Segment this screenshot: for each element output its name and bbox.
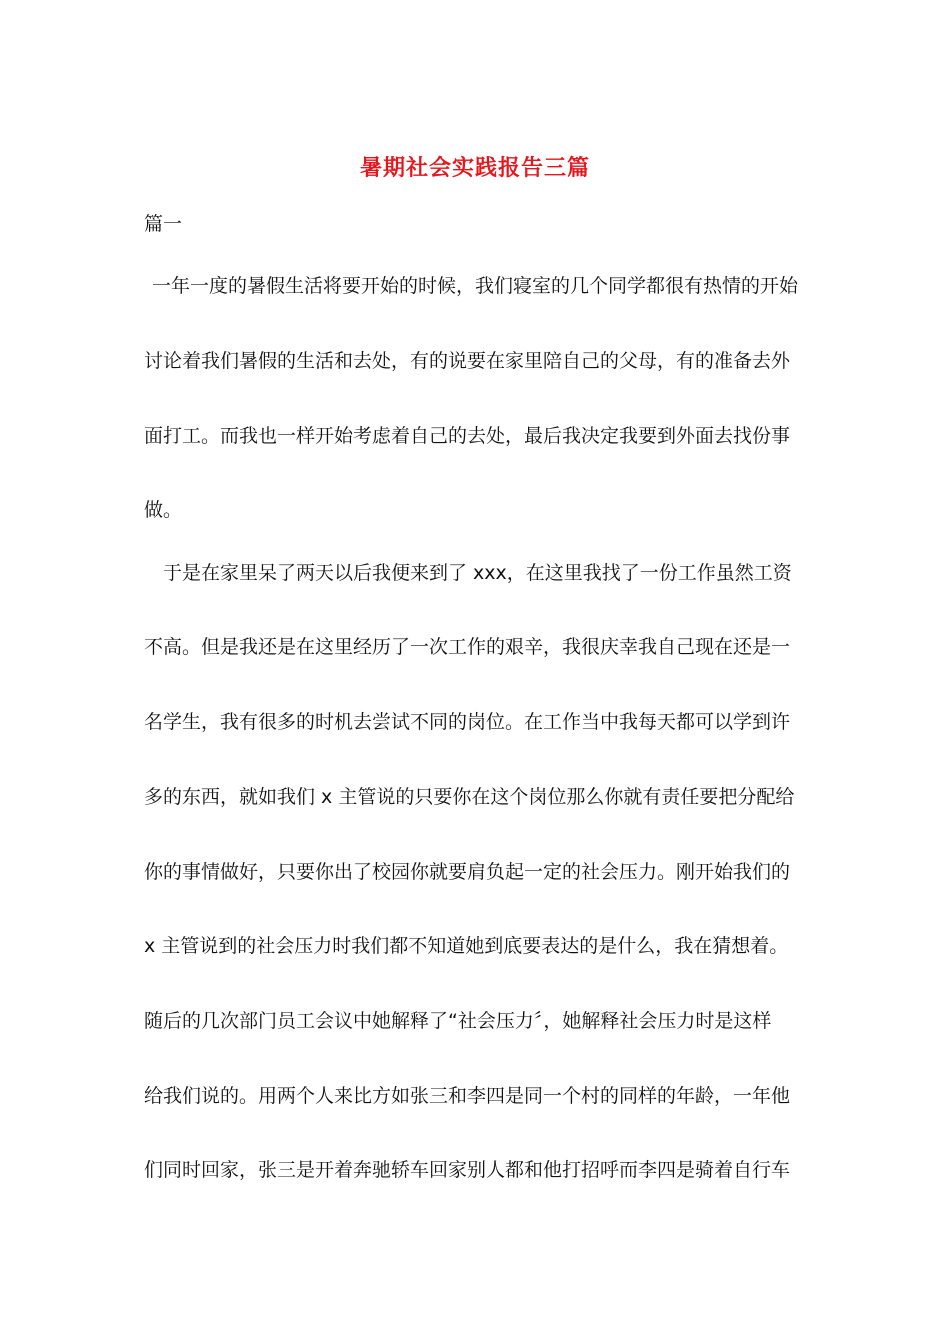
paragraph-line: 给我们说的。用两个人来比方如张三和李四是同一个村的同样的年龄，一年他 bbox=[144, 1085, 791, 1107]
paragraph-line: 做。 bbox=[144, 499, 183, 521]
paragraph-line: 随后的几次部门员工会议中她解释了“社会压力〞，她解释社会压力时是这样 bbox=[144, 1010, 772, 1032]
paragraph-line: 于是在家里呆了两天以后我便来到了 xxx，在这里我找了一份工作虽然工资 bbox=[163, 562, 792, 584]
section-label: 篇一 bbox=[144, 213, 183, 235]
document-title: 暑期社会实践报告三篇 bbox=[359, 155, 590, 181]
paragraph-line: 一年一度的暑假生活将要开始的时候，我们寝室的几个同学都很有热情的开始 bbox=[152, 275, 799, 297]
paragraph-line: 你的事情做好，只要你出了校园你就要肩负起一定的社会压力。刚开始我们的 bbox=[144, 861, 791, 883]
paragraph-line: x 主管说到的社会压力时我们都不知道她到底要表达的是什么，我在猜想着。 bbox=[144, 935, 789, 957]
paragraph-line: 面打工。而我也一样开始考虑着自己的去处，最后我决定我要到外面去找份事 bbox=[144, 425, 791, 447]
paragraph-line: 多的东西，就如我们 x 主管说的只要你在这个岗位那么你就有责任要把分配给 bbox=[144, 786, 795, 808]
paragraph-line: 不高。但是我还是在这里经历了一次工作的艰辛，我很庆幸我自己现在还是一 bbox=[144, 636, 791, 658]
paragraph-line: 讨论着我们暑假的生活和去处，有的说要在家里陪自己的父母，有的准备去外 bbox=[144, 350, 791, 372]
paragraph-line: 名学生，我有很多的时机去尝试不同的岗位。在工作当中我每天都可以学到许 bbox=[144, 711, 791, 733]
paragraph-line: 们同时回家，张三是开着奔驰轿车回家别人都和他打招呼而李四是骑着自行车 bbox=[144, 1159, 791, 1181]
